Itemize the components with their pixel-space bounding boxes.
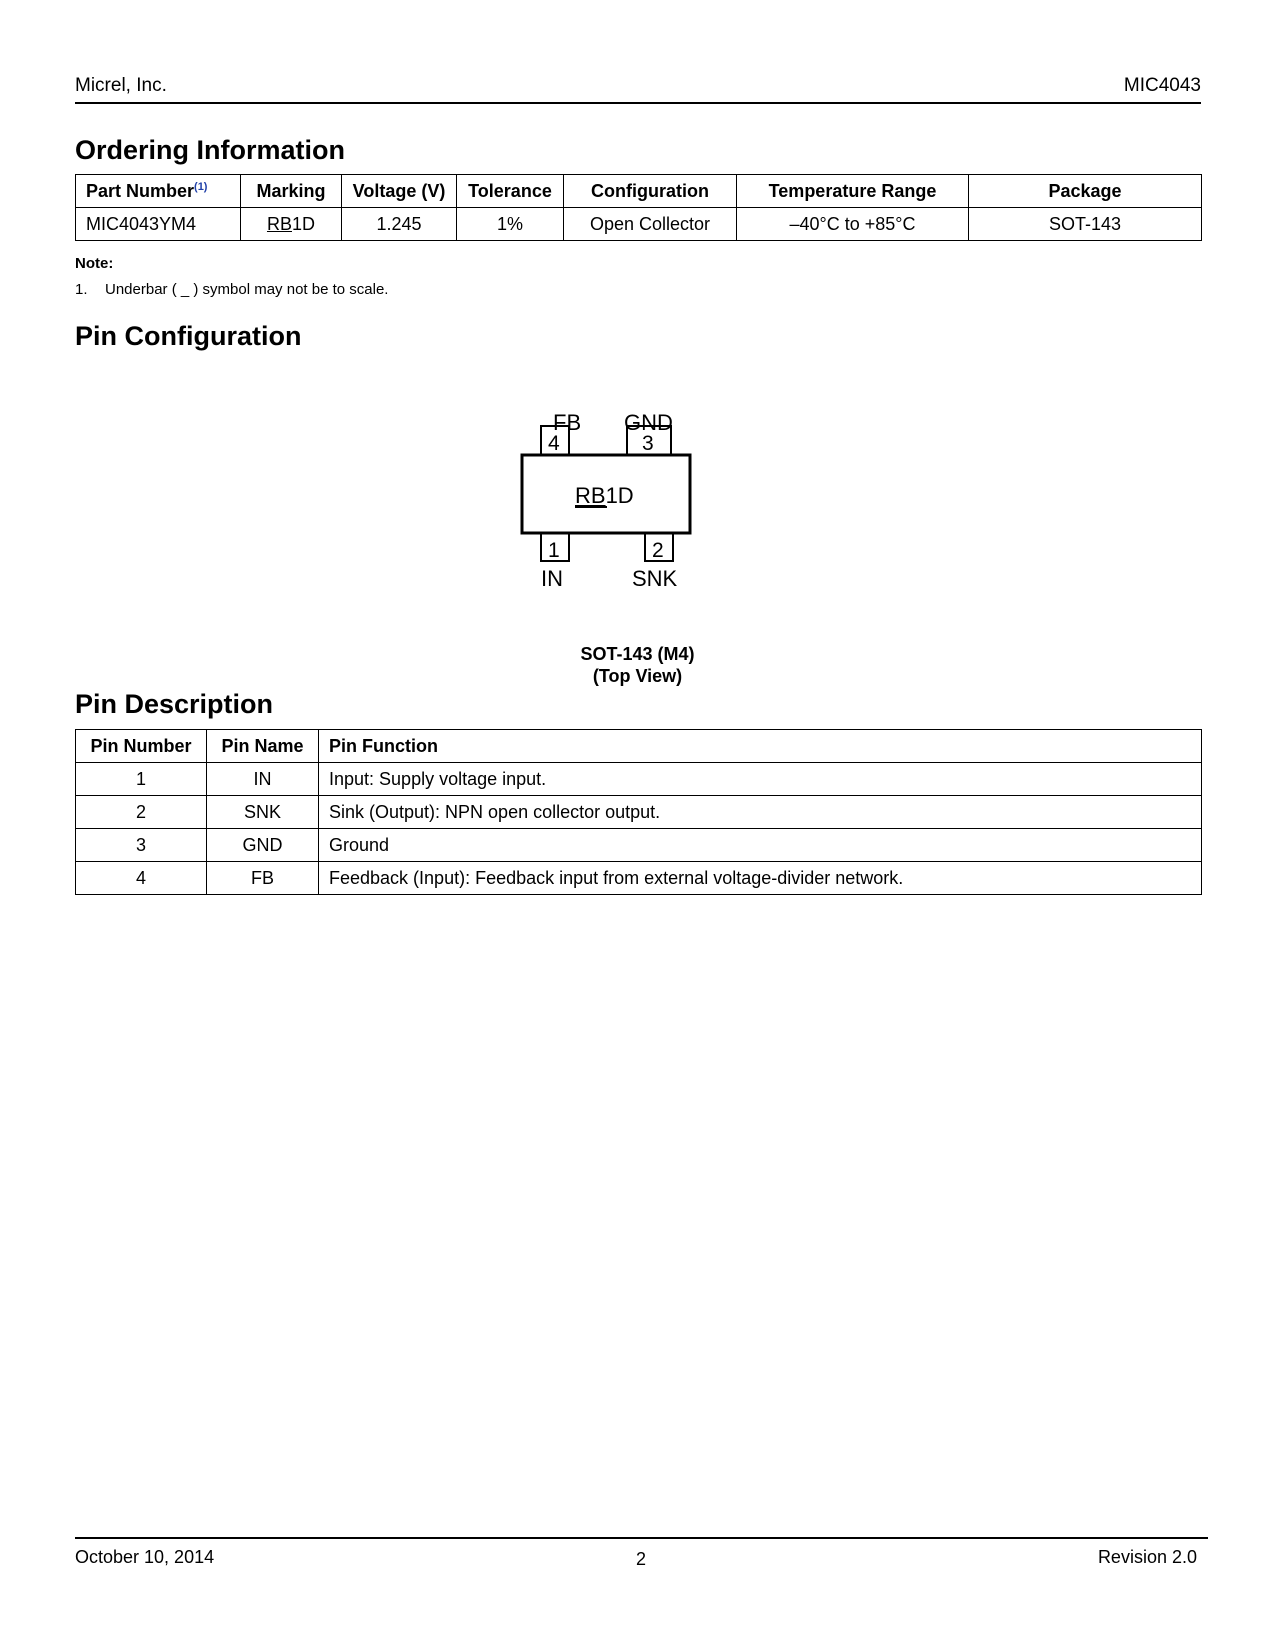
cell-pin-name: IN [207,763,319,796]
pin-2-number: 2 [652,539,664,562]
table-row [76,796,1202,829]
footnote-link[interactable]: (1) [194,180,208,193]
header-pin-name: Pin Name [207,730,319,763]
ordering-table [75,174,1202,241]
header-marking: Marking [241,175,342,208]
note-label: Note: [75,255,114,272]
cell-pin-function: Ground [319,829,1202,862]
table-header-row [76,175,1202,208]
cell-part-number: MIC4043YM4 [76,208,241,241]
header-pin-number: Pin Number [76,730,207,763]
pin-config-title: Pin Configuration [75,321,302,351]
pin-label-snk: SNK [632,566,678,591]
cell-pin-name: SNK [207,796,319,829]
cell-pin-number: 3 [76,829,207,862]
pin-label-gnd: GND [624,410,673,435]
page-footer [75,1537,1208,1579]
cell-package: SOT-143 [969,208,1202,241]
note-item [75,281,388,298]
cell-pin-number: 4 [76,862,207,895]
cell-pin-name: FB [207,862,319,895]
caption-package: SOT-143 (M4) [580,644,695,664]
cell-pin-number: 1 [76,763,207,796]
pin-1-number: 1 [548,539,560,562]
company-name: Micrel, Inc. [75,75,167,96]
cell-pin-function: Sink (Output): NPN open collector output. [319,796,1202,829]
header-temperature: Temperature Range [737,175,969,208]
sot143-diagram [515,408,755,618]
package-marking: RB1D [575,483,634,508]
table-header-row [76,730,1202,763]
pin-label-in: IN [541,566,563,591]
footer-date: October 10, 2014 [75,1547,215,1567]
header-pin-function: Pin Function [319,730,1202,763]
header-tolerance: Tolerance [457,175,564,208]
pin-label-fb: FB [553,410,582,435]
cell-pin-function: Input: Supply voltage input. [319,763,1202,796]
cell-configuration: Open Collector [564,208,737,241]
pin-description-table [75,729,1202,895]
cell-tolerance: 1% [457,208,564,241]
ordering-title: Ordering Information [75,135,345,165]
header-configuration: Configuration [564,175,737,208]
header-package: Package [969,175,1202,208]
caption-view: (Top View) [592,666,683,686]
header-part-number: Part Number$^{(1)}$ [76,175,241,208]
cell-temperature: –40°C to +85°C [737,208,969,241]
cell-voltage: 1.245 [342,208,457,241]
table-row [76,763,1202,796]
header-voltage: Voltage (V) [342,175,457,208]
cell-pin-name: GND [207,829,319,862]
page-header [75,72,1201,104]
footer-revision: Revision 2.0 [1097,1547,1197,1567]
pin-4-number: 4 [548,432,560,455]
cell-pin-number: 2 [76,796,207,829]
page-number: 2 [636,1549,647,1569]
diagram-caption [500,643,775,687]
part-name: MIC4043 [1123,75,1201,96]
cell-marking: RB1D [241,208,342,241]
note-text: Underbar ( _ ) symbol may not be to scale. [105,281,389,298]
table-row [76,862,1202,895]
table-row [76,829,1202,862]
pin-description-title: Pin Description [75,689,274,719]
cell-pin-function: Feedback (Input): Feedback input from external voltage-divider network. [319,862,1202,895]
table-row [76,208,1202,241]
note-number: 1. [75,281,88,298]
pin-3-number: 3 [642,432,654,455]
